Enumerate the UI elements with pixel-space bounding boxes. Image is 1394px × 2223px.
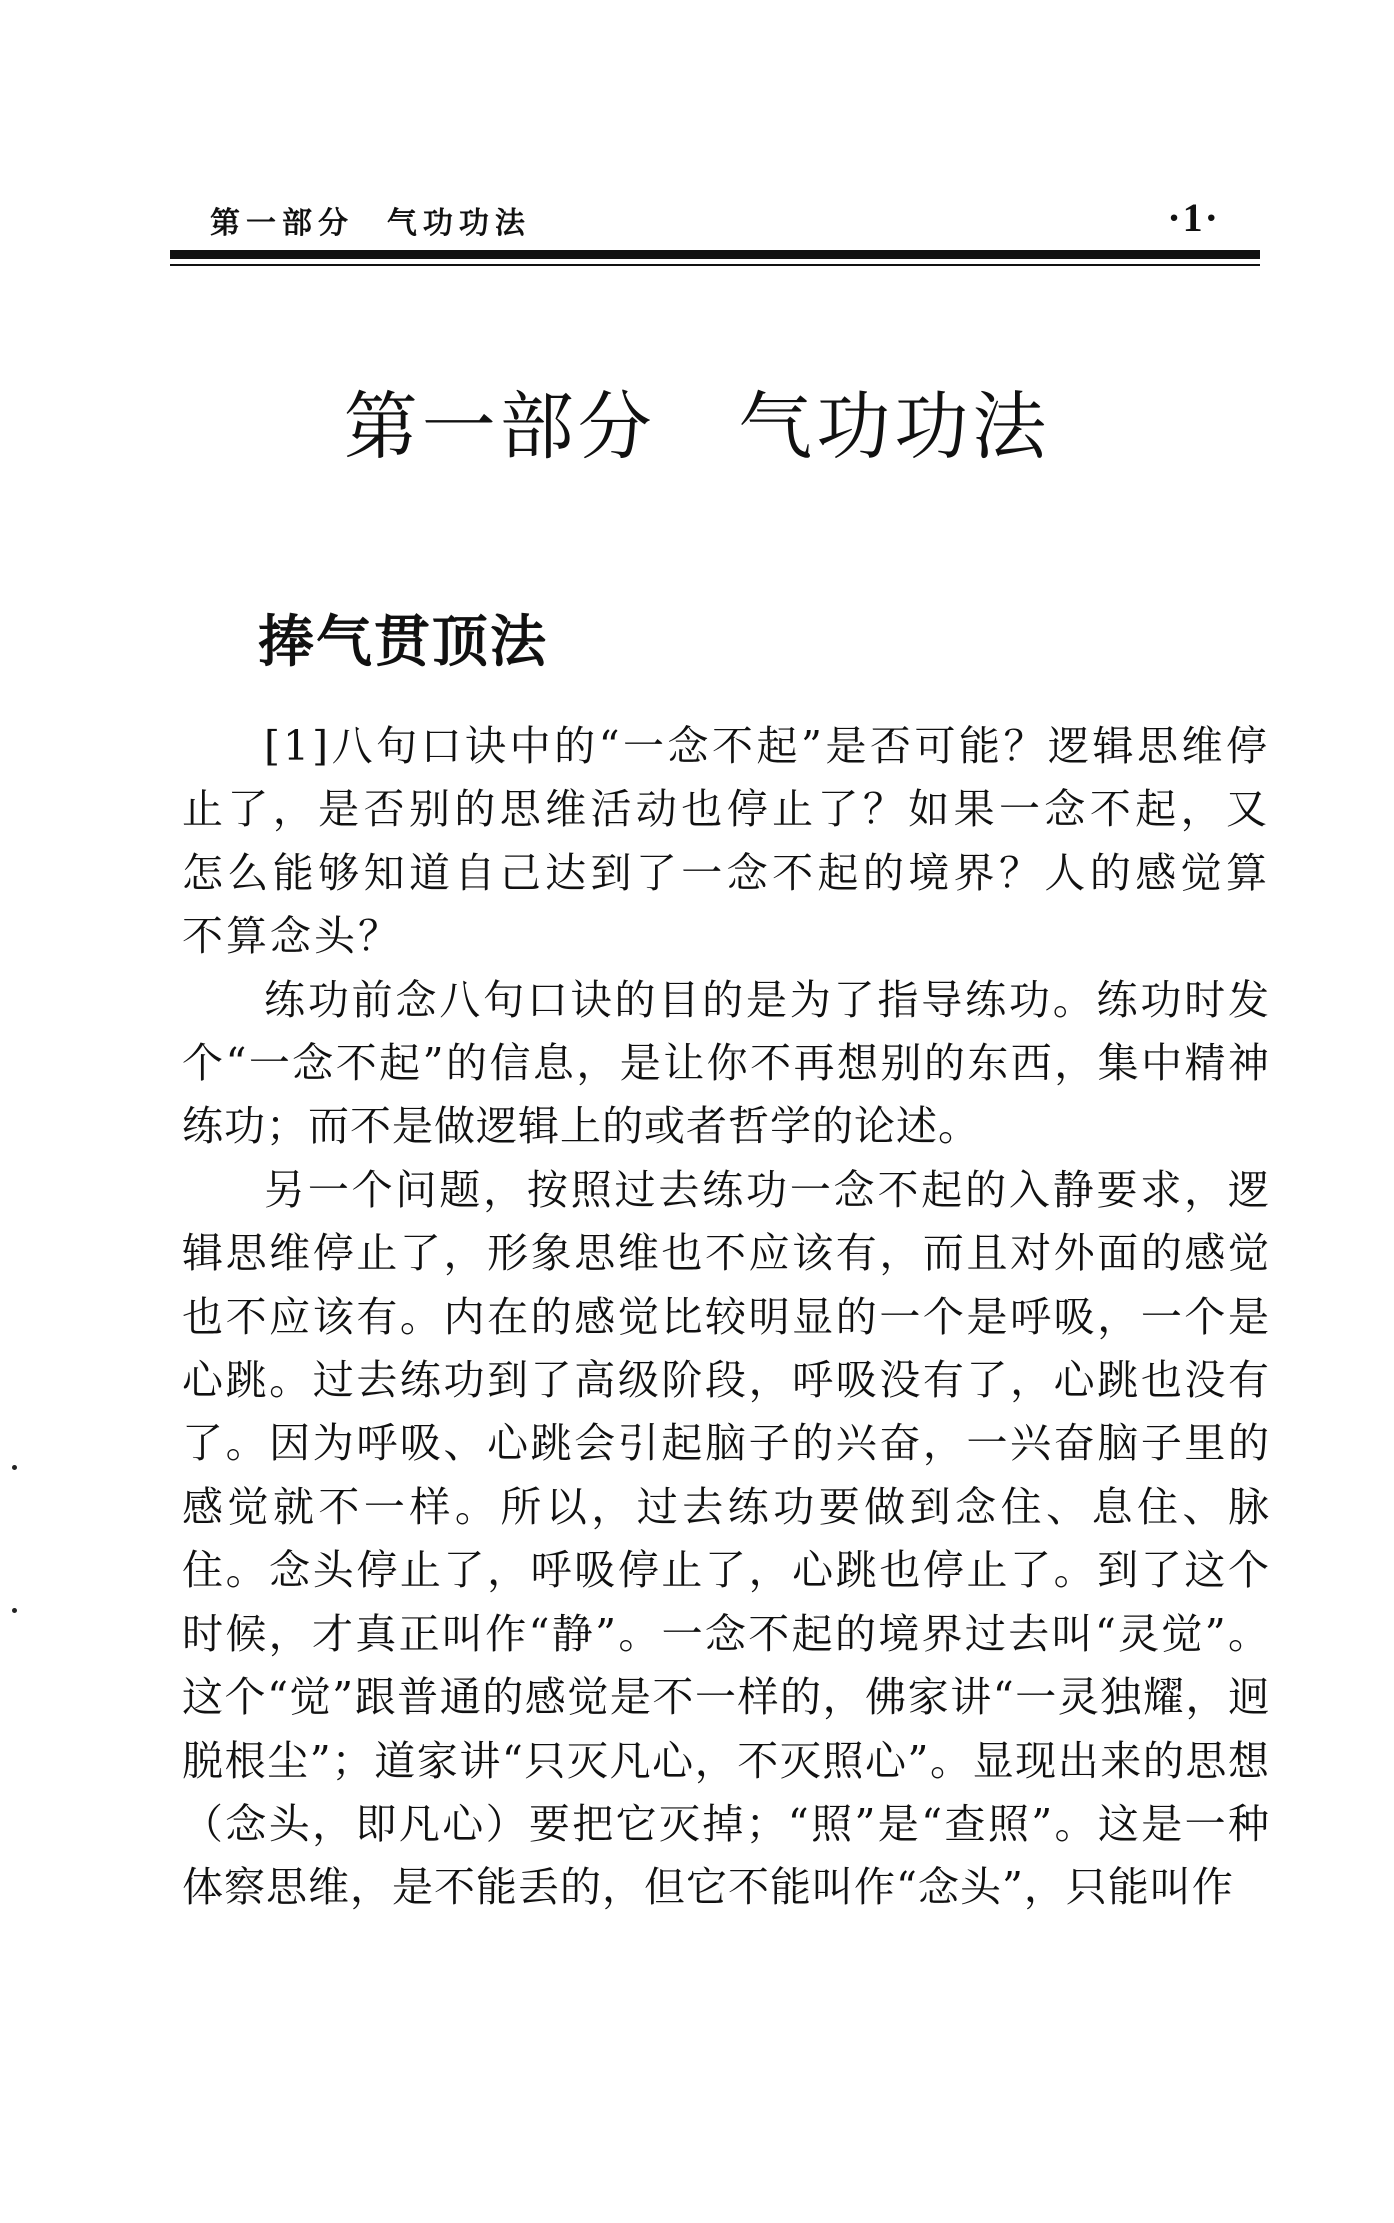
paragraph-question: [1]八句口诀中的“一念不起”是否可能？逻辑思维停止了，是否别的思维活动也停止了？如果一念不起，又怎么能够知道自己达到了一念不起的境界？人的感觉算不算念头？ [182, 722, 1270, 961]
running-head-title: 第一部分 气功功法 [210, 206, 531, 241]
paragraph: 练功前念八句口诀的目的是为了指导练功。练功时发个“一念不起”的信息，是让你不再想别的东西，集中精神练功；而不是做逻辑上的或者哲学的论述。 [182, 975, 1270, 1151]
section-heading: 捧气贯顶法 [258, 610, 548, 675]
header-rule-thick [170, 250, 1260, 259]
body-text [182, 715, 1270, 1920]
part-title: 第一部分 气功功法 [343, 384, 1051, 470]
page-number: ·1· [1167, 195, 1220, 240]
margin-dot [12, 1465, 17, 1470]
paragraph: 另一个问题，按照过去练功一念不起的入静要求，逻辑思维停止了，形象思维也不应该有，而且对外面的感觉也不应该有。内在的感觉比较明显的一个是呼吸，一个是心跳。过去练功到了高级阶段，呼吸没有了，心跳也没有了。因为呼吸、心跳会引起脑子的兴奋，一兴奋脑子里的感觉就不一样。所以，过去练功要做到念住、息住、脉住。念头停止了，呼吸停止了，心跳也停止了。到了这个时候，才真正叫作“静”。一念不起的境界过去叫“灵觉”。这个“觉”跟普通的感觉是不一样的，佛家讲“一灵独耀，迥脱根尘”；道家讲“只灭凡心，不灭照心”。显现出来的思想（念头，即凡心）要把它灭掉；“照”是“查照”。这是一种体察思维，是不能丢的，但它不能叫作“念头”，只能叫作 [182, 1165, 1270, 1912]
running-head [170, 195, 1260, 248]
margin-dot [12, 1608, 17, 1613]
header-rule-thin [170, 264, 1260, 266]
